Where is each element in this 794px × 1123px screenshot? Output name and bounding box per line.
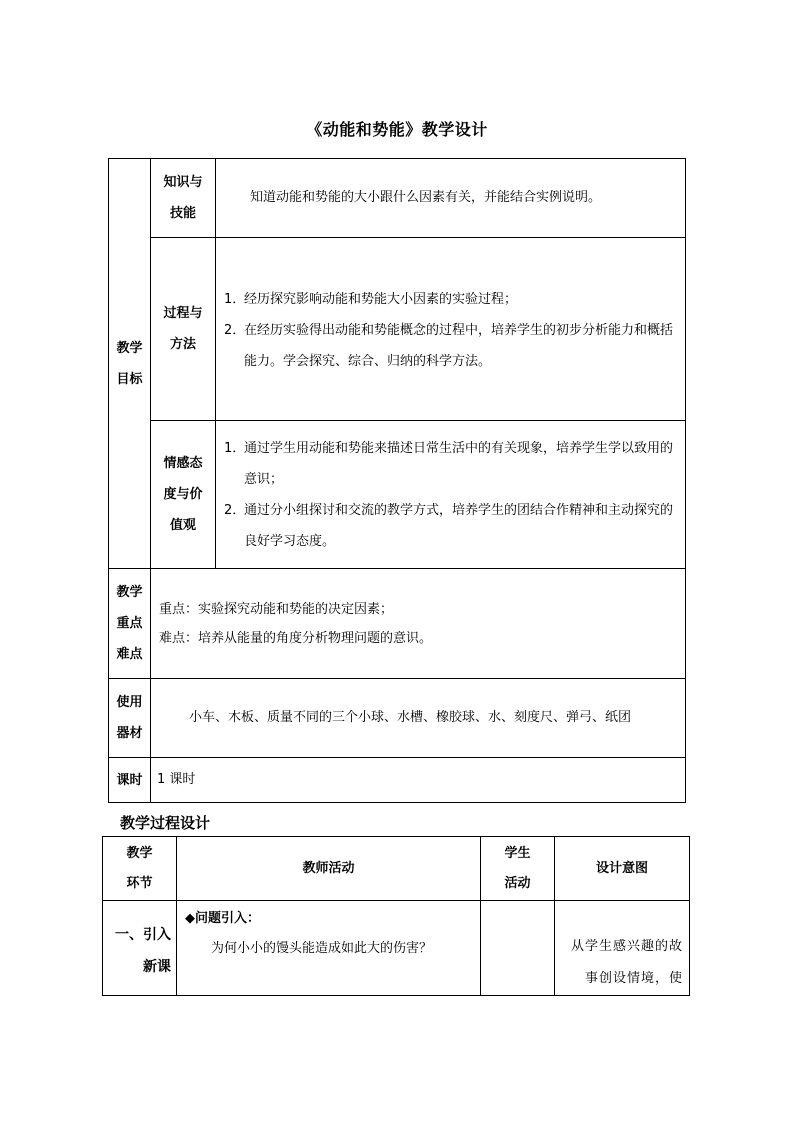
- process-design-heading: 教学过程设计: [120, 814, 211, 832]
- equipment-label: 使用器材: [116, 695, 143, 741]
- teacher-header: 教师活动: [177, 837, 481, 901]
- intent-cell: [555, 901, 690, 996]
- list-item: 2． 在经历实验得出动能和势能概念的过程中，培养学生的初步分析能力和概括能力。学会探究、综合、归纳的科学方法。: [224, 323, 674, 369]
- hours-value: 1 课时: [151, 758, 686, 803]
- difficult-point-text: 难点：培养从能量的角度分析物理问题的意识。: [159, 630, 433, 646]
- emotion-list: [224, 433, 677, 557]
- document-title: 《动能和势能》教学设计: [306, 120, 488, 139]
- table-row: [103, 901, 690, 996]
- objectives-label: 教学目标: [116, 340, 143, 387]
- key-points-label-cell: [109, 569, 151, 679]
- process-label: 过程与方法: [163, 306, 203, 352]
- intent-text: 从学生感兴趣的故事创设情境，使: [570, 939, 683, 986]
- stage-text: 一、引入新课: [115, 927, 171, 975]
- list-item: 1． 通过学生用动能和势能来描述日常生活中的有关现象，培养学生学以致用的意识；: [224, 440, 674, 487]
- knowledge-label-cell: [151, 159, 216, 238]
- student-cell: [481, 901, 555, 996]
- list-item: 2． 通过分小组探讨和交流的教学方式，培养学生的团结合作精神和主动探究的良好学习态度。: [224, 502, 674, 549]
- key-points-cell: [151, 569, 686, 679]
- process-design-table: [102, 836, 690, 996]
- emotion-label-cell: [151, 421, 216, 569]
- teaching-objectives-table: [108, 158, 686, 803]
- list-item: 1． 经历探究影响动能和势能大小因素的实验过程；: [224, 292, 518, 307]
- emotion-label: 情感态度与价值观: [163, 456, 203, 533]
- knowledge-label: 知识与技能: [163, 175, 203, 221]
- teacher-activity-text: 为何小小的馒头能造成如此大的伤害？: [211, 941, 433, 956]
- key-points-label: 教学重点难点: [116, 585, 143, 662]
- process-list: [224, 284, 677, 377]
- equipment-label-cell: [109, 679, 151, 758]
- stage-header-cell: [103, 837, 177, 901]
- stage-header: 教学环节: [126, 845, 153, 891]
- objectives-label-cell: [109, 159, 151, 569]
- intent-header: 设计意图: [555, 837, 690, 901]
- student-header-cell: [481, 837, 555, 901]
- process-label-cell: [151, 238, 216, 421]
- process-items-cell: [216, 238, 686, 421]
- student-header: 学生活动: [504, 845, 531, 891]
- stage-cell: [103, 901, 177, 996]
- teacher-activity-title: ◆问题引入：: [185, 911, 260, 926]
- key-point-text: 重点：实验探究动能和势能的决定因素；: [159, 601, 394, 617]
- emotion-items-cell: [216, 421, 686, 569]
- equipment-text: 小车、木板、质量不同的三个小球、水槽、橡胶球、水、刻度尺、弹弓、纸团: [151, 679, 686, 758]
- hours-label: 课时: [109, 758, 151, 803]
- teacher-cell: [177, 901, 481, 996]
- knowledge-text: 知道动能和势能的大小跟什么因素有关，并能结合实例说明。: [216, 159, 686, 238]
